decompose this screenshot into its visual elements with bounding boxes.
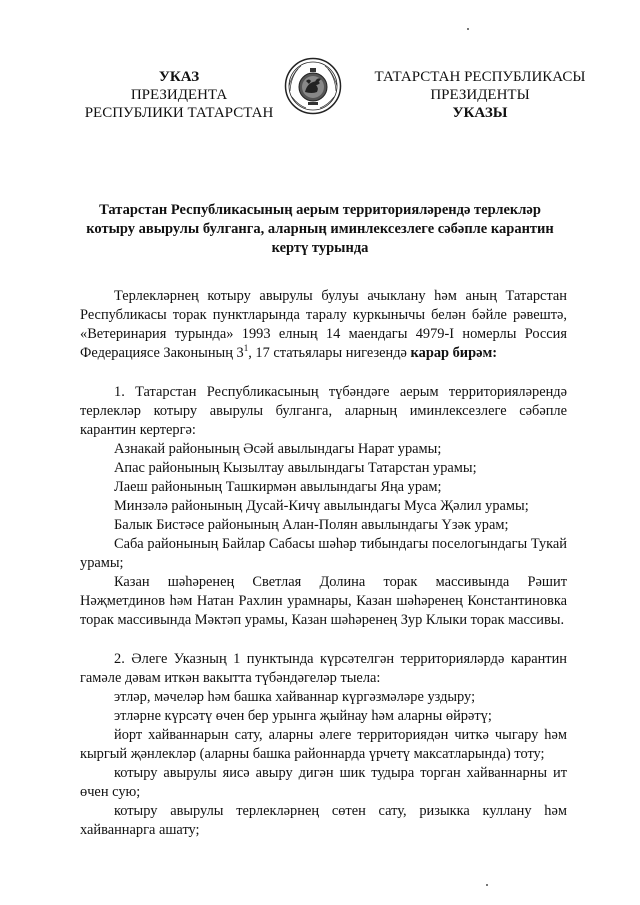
- place-item: Лаеш районының Ташкирмән авылындагы Яңа урам;: [114, 479, 442, 495]
- item-2-intro: 2. Әлеге Указның 1 пунктында күрсәтелгән территорияләрдә карантин гамәле дәвам иткән вакытта түбәндәгеләр тыела:: [80, 651, 567, 686]
- header-left-line-2: ПРЕЗИДЕНТА: [130, 87, 228, 103]
- place-item: Азнакай районының Әсәй авылындагы Нарат урамы;: [114, 441, 442, 457]
- title-line-2: котыру авырулы булганга, аларның иминлексезлеге сәбәпле карантин: [86, 221, 554, 237]
- header-right-line-3: УКАЗЫ: [452, 105, 508, 121]
- place-item: Казан шәһәренең Светлая Долина торак массивында Рәшит Нәҗметдинов һәм Натан Рахлин урамнары, Казан шәһәренең Константиновка торак массивында Мәктәп урамы, Казан шәһәренең Зур Клыки торак массивы.: [80, 574, 567, 628]
- preamble-bold: карар бирәм:: [410, 345, 498, 361]
- scan-speck: [467, 28, 469, 30]
- place-item: Балык Бистәсе районының Алан-Полян авылындагы Үзәк урам;: [114, 517, 509, 533]
- preamble-paragraph: [80, 287, 567, 363]
- decree-body: [80, 287, 567, 840]
- preamble-text: Терлекләрнең котыру авырулы булуы ачыклану һәм аның Татарстан Республикасы торак пунктларында таралу куркынычы белән бәйле рәвештә, «Ветеринария турында» 1993 елның 14 маендагы 4979-I номерлы Россия Федерациясе Законының 3: [80, 288, 567, 361]
- header-left-line-1: УКАЗ: [158, 69, 200, 85]
- place-item: Апас районының Кызылтау авылындагы Татарстан урамы;: [114, 460, 477, 476]
- place-item: Саба районының Байлар Сабасы шәһәр тибындагы поселогындагы Тукай урамы;: [80, 536, 567, 571]
- prohibition-item: йорт хайваннарын сату, аларны әлеге территориядән читкә чыгару һәм кыргый җәнлекләр (аларны башка районнарда үрчетү максатларында) тоту;: [80, 727, 567, 762]
- preamble-superscript: 1: [243, 343, 249, 354]
- header-left-russian: [72, 68, 286, 122]
- header-left-line-3: РЕСПУБЛИКИ ТАТАРСТАН: [84, 105, 274, 121]
- prohibition-item: котыру авырулы яисә авыру дигән шик тудыра торган хайваннарны ит өчен сую;: [80, 765, 567, 800]
- scan-speck: [486, 884, 488, 886]
- decree-title: [80, 201, 560, 258]
- place-item: Минзәлә районының Дусай-Кичү авылындагы Муса Җәлил урамы;: [114, 498, 529, 514]
- item-1-intro: 1. Татарстан Республикасының түбәндәге аерым территорияләрендә терлекләр котыру авырулы булганга, аларның иминлексезлеге сәбәпле карантин кертергә:: [80, 384, 567, 438]
- title-line-1: Татарстан Республикасының аерым территорияләрендә терлекләр: [99, 202, 541, 218]
- header-right-tatar: [362, 68, 598, 122]
- prohibition-item: котыру авырулы терлекләрнең сөтен сату, ризыкка куллану һәм хайваннарга ашату;: [80, 803, 567, 838]
- header-right-line-2: ПРЕЗИДЕНТЫ: [430, 87, 530, 103]
- prohibition-item: этләр, мәчеләр һәм башка хайваннар күргәзмәләре уздыру;: [114, 689, 476, 705]
- title-line-3: кертү турында: [271, 240, 369, 256]
- header-right-line-1: ТАТАРСТАН РЕСПУБЛИКАСЫ: [374, 69, 586, 85]
- prohibition-item: этләрне күрсәтү өчен бер урынга җыйнау һәм аларны өйрәтү;: [114, 708, 492, 724]
- coat-of-arms-icon: [284, 57, 342, 115]
- preamble-text-after: , 17 статьялары нигезендә: [248, 345, 407, 361]
